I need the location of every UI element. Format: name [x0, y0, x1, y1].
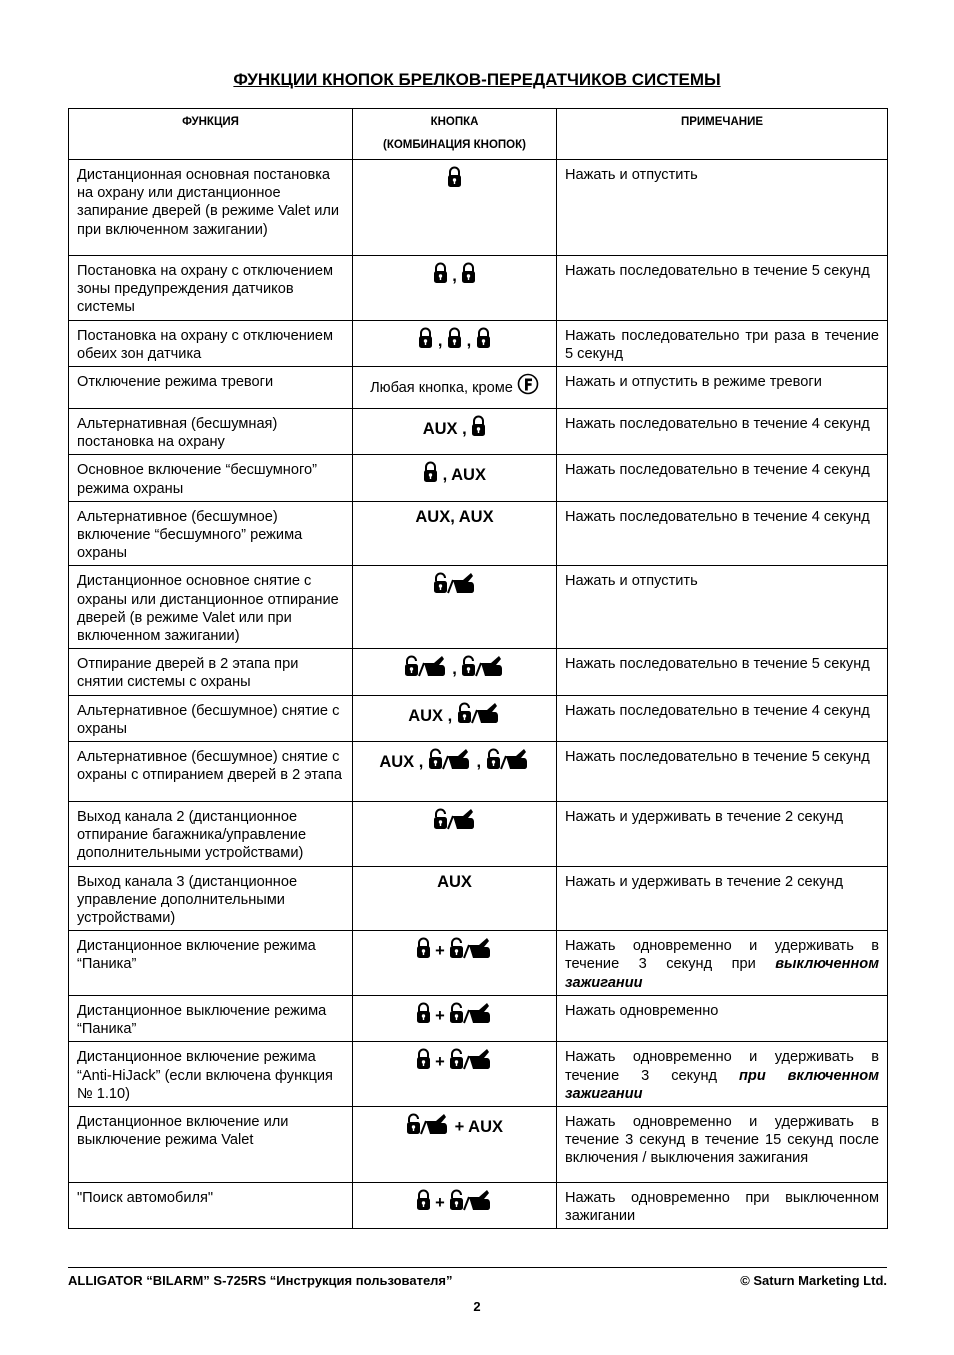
button-label: ,	[471, 753, 486, 772]
table-row	[69, 866, 888, 931]
button-label: Любая кнопка, кроме	[370, 380, 517, 397]
table-row	[69, 931, 888, 996]
button-cell	[353, 995, 557, 1041]
lock-icon	[423, 461, 438, 487]
unlock-trunk-icon	[433, 808, 477, 834]
note-text: Нажать одновременно и удерживать в течение 3 секунд	[565, 1049, 879, 1084]
button-cell	[353, 931, 557, 996]
note-cell	[557, 501, 888, 566]
note-text: Нажать и отпустить	[565, 573, 698, 590]
note-cell	[557, 566, 888, 649]
f-button-icon	[517, 373, 539, 399]
unlock-trunk-icon	[449, 1048, 493, 1074]
button-label: AUX, AUX	[415, 507, 494, 526]
button-cell	[353, 695, 557, 741]
table-row	[69, 160, 888, 256]
table-row	[69, 320, 888, 366]
button-label: AUX ,	[408, 706, 457, 725]
note-cell	[557, 995, 888, 1041]
note-cell	[557, 866, 888, 931]
note-cell	[557, 1106, 888, 1182]
button-label: + AUX	[449, 1117, 504, 1136]
lock-icon	[416, 1048, 431, 1074]
table-row	[69, 501, 888, 566]
function-cell: Отпирание дверей в 2 этапа при снятии системы с охраны	[69, 649, 353, 695]
table-row	[69, 1042, 888, 1107]
button-cell	[353, 1182, 557, 1228]
note-emphasis: выключенном зажигании	[565, 956, 879, 991]
button-label: AUX	[437, 872, 472, 891]
note-text: Нажать одновременно и удерживать в течение 3 секунд при	[565, 938, 879, 973]
button-cell	[353, 742, 557, 802]
footer	[68, 1267, 887, 1289]
lock-icon	[416, 1189, 431, 1215]
table-body	[69, 160, 888, 1229]
lock-icon	[476, 327, 491, 353]
table-row	[69, 695, 888, 741]
note-text: Нажать последовательно в течение 5 секунд	[565, 749, 870, 766]
page-number: 2	[473, 1299, 481, 1315]
unlock-trunk-icon	[406, 1113, 450, 1139]
table-row	[69, 1106, 888, 1182]
note-cell	[557, 256, 888, 321]
button-cell	[353, 566, 557, 649]
function-cell: Постановка на охрану с отключением зоны предупреждения датчиков системы	[69, 256, 353, 321]
footer-right: © Saturn Marketing Ltd.	[740, 1273, 887, 1289]
note-text: Нажать последовательно в течение 5 секунд	[565, 656, 870, 673]
unlock-trunk-icon	[428, 748, 472, 774]
note-text: Нажать одновременно	[565, 1002, 719, 1019]
unlock-trunk-icon	[449, 1189, 493, 1215]
table-row	[69, 1182, 888, 1228]
function-cell: Выход канала 2 (дистанционное отпирание багажника/управление дополнительными устройствами)	[69, 802, 353, 867]
note-cell	[557, 367, 888, 409]
function-cell: Выход канала 3 (дистанционное управление дополнительными устройствами)	[69, 866, 353, 931]
note-text: Нажать последовательно в течение 4 секунд	[565, 462, 870, 479]
lock-icon	[447, 327, 462, 353]
function-cell: Отключение режима тревоги	[69, 367, 353, 409]
button-cell	[353, 160, 557, 256]
table-row	[69, 802, 888, 867]
function-cell: Дистанционное включение режима “Anti-HiJack” (если включена функция № 1.10)	[69, 1042, 353, 1107]
function-cell: "Поиск автомобиля"	[69, 1182, 353, 1228]
table-row	[69, 367, 888, 409]
unlock-trunk-icon	[449, 1002, 493, 1028]
button-cell	[353, 649, 557, 695]
lock-icon	[461, 262, 476, 288]
header-button-sub: (КОМБИНАЦИЯ КНОПОК)	[383, 139, 526, 151]
unlock-trunk-icon	[449, 937, 493, 963]
button-label: ,	[462, 331, 476, 350]
table-row	[69, 455, 888, 501]
note-text: Нажать последовательно в течение 4 секунд	[565, 508, 870, 525]
button-cell	[353, 1106, 557, 1182]
button-label: AUX ,	[422, 420, 472, 439]
button-cell	[353, 409, 557, 455]
button-cell	[353, 320, 557, 366]
table-row	[69, 742, 888, 802]
note-cell	[557, 160, 888, 256]
note-cell	[557, 742, 888, 802]
function-cell: Дистанционное основное снятие с охраны или дистанционное отпирание дверей (в режиме Valet или при включенном зажигании)	[69, 566, 353, 649]
note-emphasis: при включенном зажигании	[565, 1067, 879, 1102]
table-row	[69, 566, 888, 649]
note-cell	[557, 802, 888, 867]
note-text: Нажать и отпустить в режиме тревоги	[565, 374, 822, 391]
page-title: ФУНКЦИИ КНОПОК БРЕЛКОВ-ПЕРЕДАТЧИКОВ СИСТЕМЫ	[233, 70, 721, 89]
note-text: Нажать одновременно и удерживать в течение 3 секунд в течение 15 секунд после включения / выключения зажигания	[565, 1113, 879, 1167]
table-row	[69, 649, 888, 695]
function-cell: Дистанционное включение режима “Паника”	[69, 931, 353, 996]
lock-icon	[433, 262, 448, 288]
unlock-trunk-icon	[486, 748, 530, 774]
button-cell	[353, 866, 557, 931]
button-cell	[353, 367, 557, 409]
header-note: ПРИМЕЧАНИЕ	[557, 109, 888, 160]
table-row	[69, 256, 888, 321]
note-cell	[557, 1042, 888, 1107]
button-label: , AUX	[438, 466, 486, 485]
note-text: Нажать последовательно в течение 5 секунд	[565, 263, 870, 279]
note-text: Нажать и удерживать в течение 2 секунд	[565, 873, 844, 890]
button-label: ,	[447, 660, 462, 679]
header-button-label: КНОПКА	[430, 116, 479, 128]
lock-icon	[416, 937, 431, 963]
note-text: Нажать и удерживать в течение 2 секунд	[565, 809, 844, 826]
function-cell: Альтернативное (бесшумное) включение “бесшумного” режима охраны	[69, 501, 353, 566]
lock-icon	[447, 166, 462, 192]
function-cell: Дистанционное выключение режима “Паника”	[69, 995, 353, 1041]
unlock-trunk-icon	[404, 655, 448, 681]
function-cell: Постановка на охрану с отключением обеих зон датчика	[69, 320, 353, 366]
button-label: +	[430, 1053, 450, 1072]
note-text: Нажать последовательно в течение 4 секунд	[565, 702, 870, 719]
function-cell: Основное включение “бесшумного” режима охраны	[69, 455, 353, 501]
table-row	[69, 409, 888, 455]
lock-icon	[471, 415, 486, 441]
note-cell	[557, 695, 888, 741]
unlock-trunk-icon	[461, 655, 505, 681]
unlock-trunk-icon	[433, 572, 477, 598]
footer-left: ALLIGATOR “BILARM” S-725RS “Инструкция пользователя”	[68, 1273, 453, 1289]
button-label: +	[430, 1193, 450, 1212]
function-cell: Альтернативная (бесшумная) постановка на охрану	[69, 409, 353, 455]
button-cell	[353, 256, 557, 321]
note-text: Нажать последовательно в течение 4 секунд	[565, 416, 870, 433]
button-label: ,	[433, 331, 447, 350]
button-cell	[353, 802, 557, 867]
lock-icon	[416, 1002, 431, 1028]
button-label: +	[430, 1006, 450, 1025]
note-cell	[557, 931, 888, 996]
table-row	[69, 995, 888, 1041]
button-cell	[353, 1042, 557, 1107]
note-cell	[557, 409, 888, 455]
note-cell	[557, 649, 888, 695]
function-cell: Дистанционное включение или выключение режима Valet	[69, 1106, 353, 1182]
note-cell	[557, 1182, 888, 1228]
note-cell	[557, 455, 888, 501]
note-cell	[557, 320, 888, 366]
button-cell	[353, 455, 557, 501]
header-function: ФУНКЦИЯ	[69, 109, 353, 160]
function-cell: Альтернативное (бесшумное) снятие с охраны с отпиранием дверей в 2 этапа	[69, 742, 353, 802]
button-cell	[353, 501, 557, 566]
button-label: AUX ,	[379, 753, 428, 772]
table-header	[69, 109, 888, 160]
functions-table	[68, 108, 888, 1229]
note-text: Нажать и отпустить	[565, 167, 698, 183]
button-label: +	[430, 942, 450, 961]
button-label: ,	[447, 267, 462, 285]
lock-icon	[418, 327, 433, 353]
header-button	[353, 109, 557, 160]
note-text: Нажать одновременно при выключенном зажигании	[565, 1189, 879, 1225]
function-cell: Дистанционная основная постановка на охрану или дистанционное запирание дверей (в режиме Valet или при включенном зажигании)	[69, 160, 353, 256]
note-text: Нажать последовательно три раза в течение 5 секунд	[565, 327, 879, 362]
function-cell: Альтернативное (бесшумное) снятие с охраны	[69, 695, 353, 741]
unlock-trunk-icon	[457, 702, 501, 728]
